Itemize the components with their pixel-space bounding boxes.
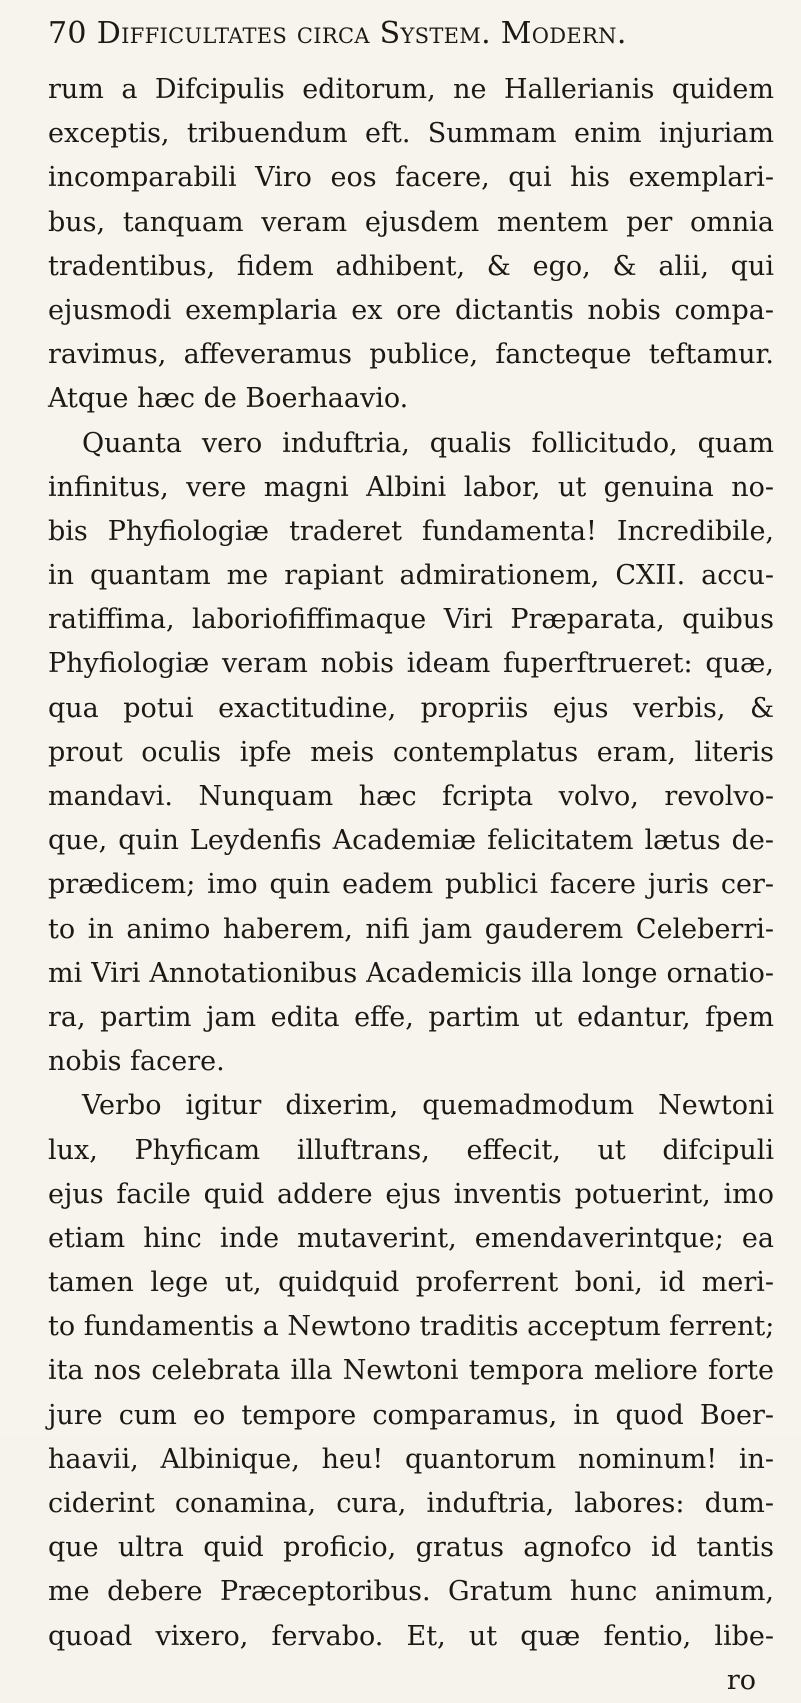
text-line: Verbo igitur dixerim, quemadmodum Newtoni <box>82 1090 774 1122</box>
text-line: ratiffima, laboriofiffimaque Viri Præparata, quibus <box>48 604 774 636</box>
text-line: bus, tanquam veram ejusdem mentem per omnia <box>48 206 774 238</box>
text-line: Phyfiologiæ veram nobis ideam fuperftrueret: quæ, <box>48 648 774 680</box>
text-line: tamen lege ut, quidquid proferrent boni, id meri- <box>48 1267 774 1299</box>
text-line: to in animo haberem, nifi jam gauderem Celeberri- <box>48 913 774 945</box>
text-line: quoad vixero, fervabo. Et, ut quæ fentio, libe- <box>48 1620 774 1652</box>
text-line: exceptis, tribuendum eft. Summam enim injuriam <box>48 118 774 150</box>
text-line: ciderint conamina, cura, induftria, labores: dum- <box>48 1488 774 1519</box>
page-number: 70 <box>48 16 87 51</box>
text-line: que, quin Leydenfis Academiæ felicitatem lætus de- <box>48 825 774 857</box>
body-text <box>48 68 774 1703</box>
text-line: prout oculis ipfe meis contemplatus eram, literis <box>48 736 774 768</box>
text-line: in quantam me rapiant admirationem, CXII. accu- <box>48 560 774 592</box>
running-head <box>48 16 788 51</box>
text-line: qua potui exactitudine, propriis ejus verbis, & <box>48 692 774 724</box>
text-line: incomparabili Viro eos facere, qui his exemplari- <box>48 162 774 194</box>
text-line: Quanta vero induftria, qualis follicitudo, quam <box>82 427 774 459</box>
text-line: infinitus, vere magni Albini labor, ut genuina no- <box>48 471 774 503</box>
text-line: ra, partim jam edita effe, partim ut edantur, fpem <box>48 1001 774 1033</box>
text-line: ravimus, affeveramus publice, fancteque teftamur. <box>48 339 774 371</box>
text-line: me debere Præceptoribus. Gratum hunc animum, <box>48 1576 774 1608</box>
text-line: ejus facile quid addere ejus inventis potuerint, imo <box>48 1178 774 1210</box>
text-line: to fundamentis a Newtono traditis acceptum ferrent; <box>48 1311 775 1343</box>
text-line: bis Phyfiologiæ traderet fundamenta! Incredibile, <box>48 515 774 547</box>
text-line: mandavi. Nunquam hæc fcripta volvo, revolvo- <box>48 781 774 812</box>
text-line: jure cum eo tempore comparamus, in quod Boer- <box>48 1399 774 1431</box>
text-line: nobis facere. <box>48 1046 225 1078</box>
text-line: etiam hinc inde mutaverint, emendaverintque; ea <box>48 1222 774 1254</box>
text-line: prædicem; imo quin eadem publici facere juris cer- <box>48 869 774 901</box>
text-line: que ultra quid proficio, gratus agnofco id tantis <box>48 1532 774 1564</box>
text-line: ejusmodi exemplaria ex ore dictantis nobis compa- <box>48 294 774 326</box>
catchword: ro <box>726 1664 756 1696</box>
text-line: rum a Difcipulis editorum, ne Hallerianis quidem <box>48 74 774 105</box>
text-line: mi Viri Annotationibus Academicis illa longe ornatio- <box>48 957 774 989</box>
text-line: lux, Phyficam illuftrans, effecit, ut difcipuli <box>48 1134 774 1166</box>
text-line: haavii, Albinique, heu! quantorum nominum! in- <box>48 1443 774 1475</box>
text-line: ita nos celebrata illa Newtoni tempora meliore forte <box>48 1355 774 1387</box>
text-line: tradentibus, fidem adhibent, & ego, & alii, qui <box>48 250 774 282</box>
running-title: Difficultates circa System. Modern. <box>96 16 627 51</box>
text-line: Atque hæc de Boerhaavio. <box>48 383 409 415</box>
